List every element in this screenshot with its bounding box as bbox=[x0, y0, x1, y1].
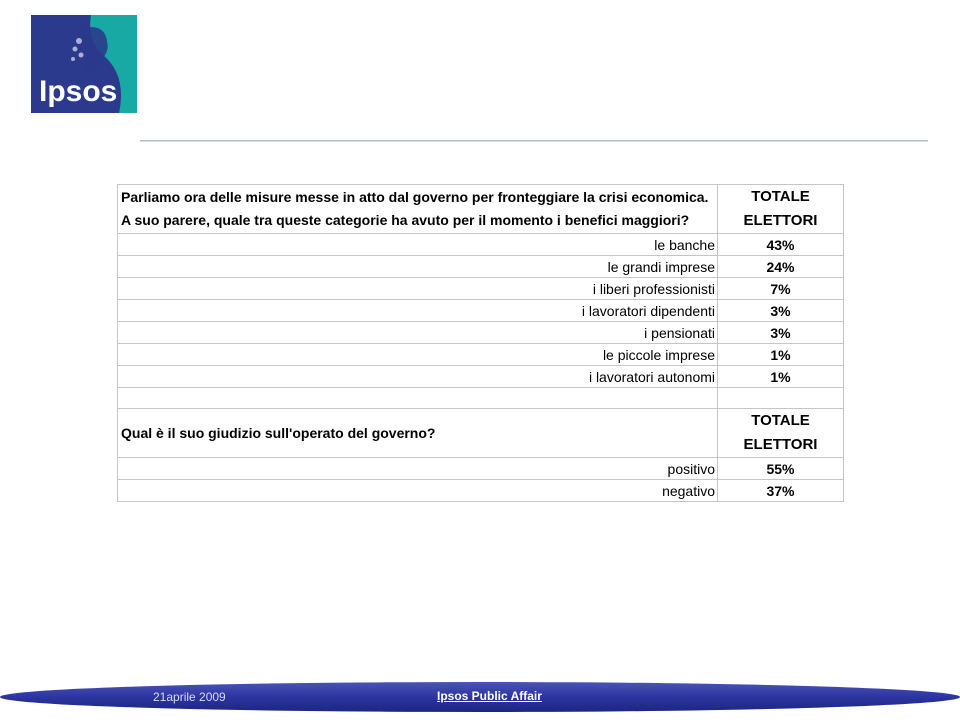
row-label: le piccole imprese bbox=[118, 344, 718, 366]
row-value: 3% bbox=[718, 300, 844, 322]
header-divider bbox=[140, 140, 928, 142]
question-row bbox=[118, 185, 844, 234]
table-row bbox=[118, 300, 844, 322]
table-row bbox=[118, 480, 844, 502]
survey-table bbox=[117, 184, 844, 502]
ipsos-logo bbox=[31, 15, 137, 113]
row-label: i pensionati bbox=[118, 322, 718, 344]
total-electors-header: TOTALE ELETTORI bbox=[718, 185, 844, 234]
row-label: i liberi professionisti bbox=[118, 278, 718, 300]
table-row bbox=[118, 322, 844, 344]
row-value: 3% bbox=[718, 322, 844, 344]
question-1: Parliamo ora delle misure messe in atto dal governo per fronteggiare la crisi economica. A suo parere, quale tra queste categorie ha avuto per il momento i benefici maggiori? bbox=[118, 185, 718, 234]
row-value: 7% bbox=[718, 278, 844, 300]
row-value: 1% bbox=[718, 344, 844, 366]
spacer-row bbox=[118, 388, 844, 409]
question-2: Qual è il suo giudizio sull'operato del governo? bbox=[118, 409, 718, 458]
row-value: 55% bbox=[718, 458, 844, 480]
table-row bbox=[118, 256, 844, 278]
footer-date: 21aprile 2009 bbox=[153, 690, 226, 704]
footer-title: Ipsos Public Affair bbox=[437, 689, 542, 703]
table-row bbox=[118, 366, 844, 388]
empty-cell bbox=[118, 388, 718, 409]
row-value: 1% bbox=[718, 366, 844, 388]
table-row bbox=[118, 344, 844, 366]
row-label: negativo bbox=[118, 480, 718, 502]
table-row bbox=[118, 234, 844, 256]
question-row bbox=[118, 409, 844, 458]
row-value: 43% bbox=[718, 234, 844, 256]
row-label: le grandi imprese bbox=[118, 256, 718, 278]
row-label: i lavoratori autonomi bbox=[118, 366, 718, 388]
empty-cell bbox=[718, 388, 844, 409]
row-label: le banche bbox=[118, 234, 718, 256]
row-value: 24% bbox=[718, 256, 844, 278]
total-electors-header: TOTALE ELETTORI bbox=[718, 409, 844, 458]
table-row bbox=[118, 458, 844, 480]
row-value: 37% bbox=[718, 480, 844, 502]
row-label: positivo bbox=[118, 458, 718, 480]
logo-wordmark: Ipsos bbox=[39, 75, 118, 108]
table-row bbox=[118, 278, 844, 300]
row-label: i lavoratori dipendenti bbox=[118, 300, 718, 322]
